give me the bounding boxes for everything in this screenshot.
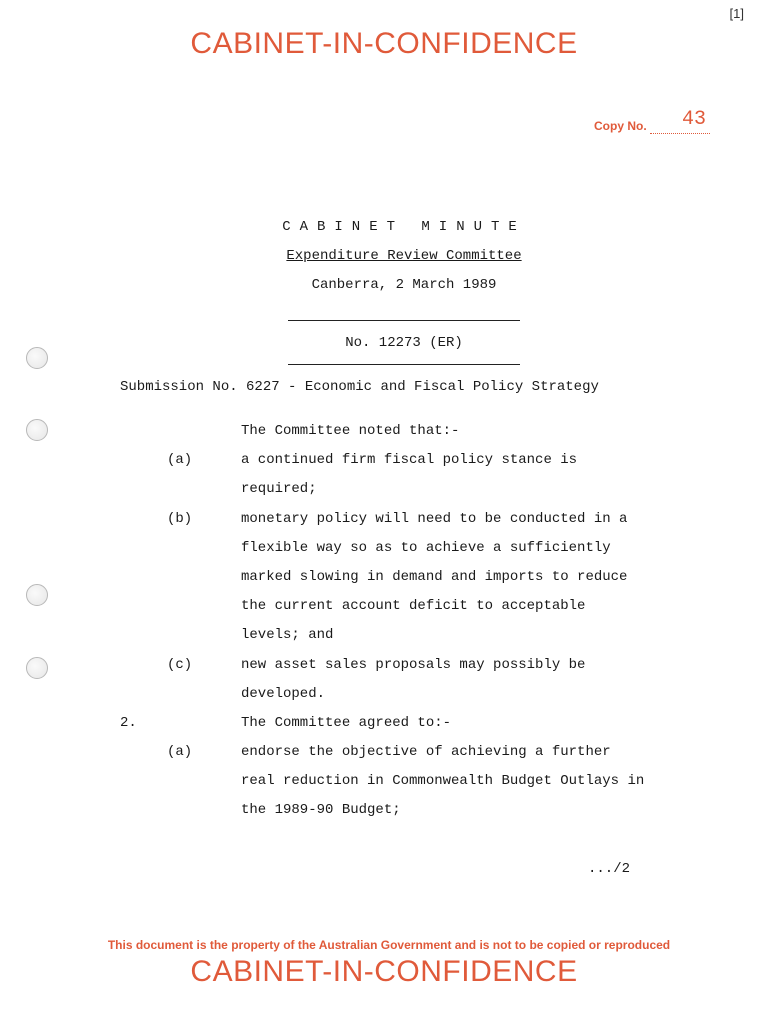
divider-bottom (288, 364, 520, 365)
punch-hole (26, 657, 48, 679)
continuation-marker: .../2 (588, 861, 631, 877)
property-notice: This document is the property of the Australian Government and is not to be copied or reproduced (107, 938, 671, 952)
item-marker: (a) (167, 744, 193, 760)
place-date: Canberra, 2 March 1989 (311, 277, 497, 293)
item-line: the current account deficit to acceptable (241, 598, 586, 614)
copy-label: Copy No. (594, 119, 647, 133)
item-line: levels; and (241, 627, 334, 643)
classification-footer: CABINET-IN-CONFIDENCE (190, 955, 578, 988)
item-line: new asset sales proposals may possibly be (241, 657, 586, 673)
minute-number: No. 12273 (ER) (345, 335, 463, 351)
classification-header: CABINET-IN-CONFIDENCE (190, 27, 578, 60)
item-marker: (b) (167, 511, 193, 527)
submission-title: Submission No. 6227 - Economic and Fiscal Policy Strategy (120, 379, 599, 395)
item-line: flexible way so as to achieve a sufficiently (241, 540, 611, 556)
item-marker: (a) (167, 452, 193, 468)
minute-title: CABINET MINUTE (282, 219, 526, 235)
punch-hole (26, 347, 48, 369)
noted-intro: The Committee noted that:- (241, 423, 460, 439)
divider-top (288, 320, 520, 321)
page-number: [1] (729, 6, 744, 21)
copy-dotted-line (650, 133, 710, 134)
item-line: a continued firm fiscal policy stance is (241, 452, 578, 468)
item-marker: (c) (167, 657, 193, 673)
paragraph-number: 2. (120, 715, 137, 731)
committee-name: Expenditure Review Committee (286, 248, 522, 264)
item-line: developed. (241, 686, 326, 702)
agreed-intro: The Committee agreed to:- (241, 715, 452, 731)
item-line: marked slowing in demand and imports to reduce (241, 569, 628, 585)
copy-value: 43 (682, 108, 707, 131)
punch-hole (26, 419, 48, 441)
item-line: monetary policy will need to be conducted in a (241, 511, 628, 527)
item-line: required; (241, 481, 317, 497)
item-line: endorse the objective of achieving a further (241, 744, 611, 760)
item-line: real reduction in Commonwealth Budget Outlays in (241, 773, 645, 789)
item-line: the 1989-90 Budget; (241, 802, 401, 818)
punch-hole (26, 584, 48, 606)
